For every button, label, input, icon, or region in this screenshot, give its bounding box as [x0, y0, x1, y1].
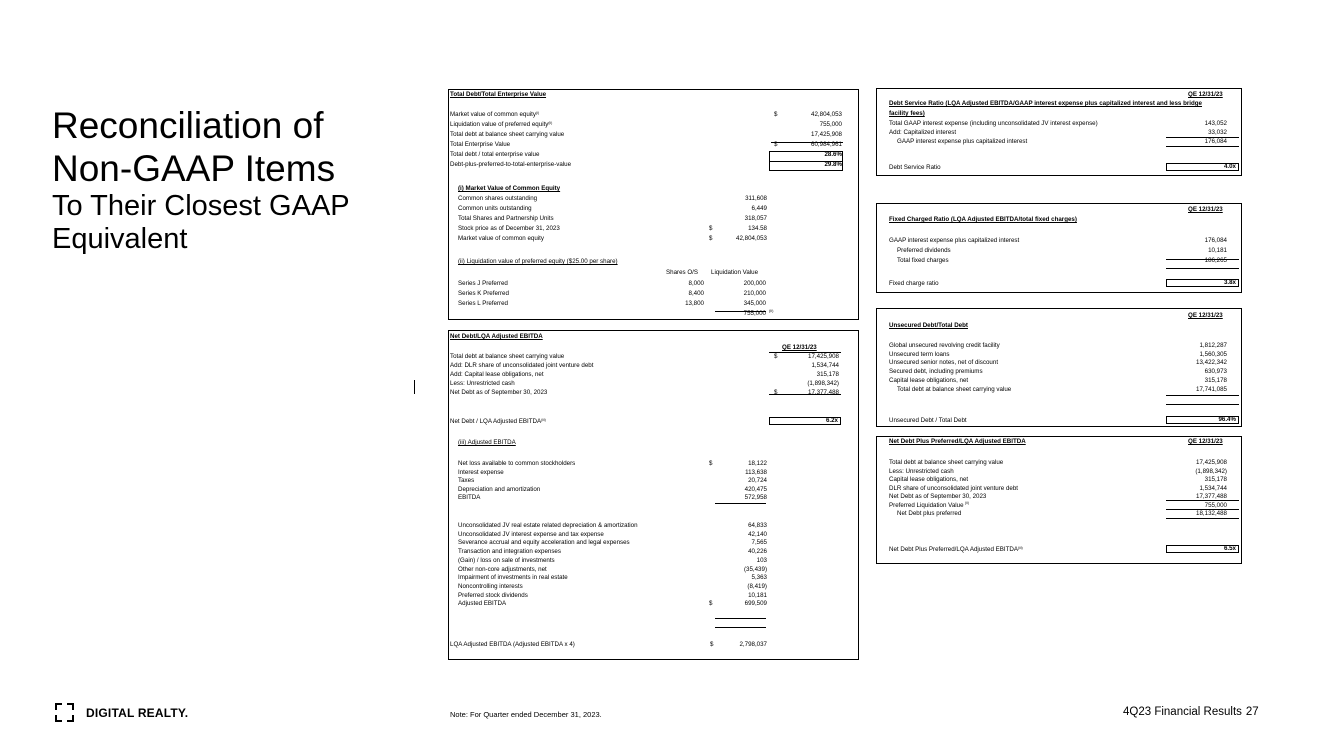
mv-row	[458, 206, 767, 214]
adjustment-row-label: Preferred stock dividends	[458, 591, 528, 599]
adjustment-row-value: (8,419)	[747, 582, 767, 590]
adjustment-row	[458, 575, 767, 583]
tev-heading: Total Debt/Total Enterprise Value	[450, 91, 547, 98]
mv-row-label: Common shares outstanding	[458, 195, 538, 202]
report-name: 4Q23 Financial Results	[1123, 706, 1242, 718]
dsr-row-label: GAAP interest expense plus capitalized interest	[897, 138, 1028, 145]
tev-row-value: 17,425,908	[811, 131, 842, 138]
dsr-row-label: Add: Capitalized interest	[889, 129, 957, 136]
nd-row-label: Add: DLR share of unconsolidated joint venture debt	[450, 362, 594, 369]
pref-col-shares: Shares O/S	[666, 269, 698, 276]
udebt-row-label: Capital lease obligations, net	[889, 376, 969, 384]
tev-row-value: 755,000	[819, 121, 842, 128]
pref-row-value: 210,000	[743, 290, 766, 297]
ebitda-row-value: 572,958	[744, 494, 767, 501]
dsr-heading-2: facility fees)	[889, 110, 925, 117]
nd-row-value: 17,377,488	[808, 389, 839, 396]
adjustment-row-value: (35,439)	[743, 565, 767, 573]
ndp-row-label: Preferred Liquidation Value	[889, 501, 964, 509]
ndp-ratio-label: Net Debt Plus Preferred/LQA Adjusted EBITDA$^{(iii)}$	[889, 546, 1023, 553]
dsr-row-value: 143,052	[1204, 120, 1227, 127]
udebt-row-value: 1,560,305	[1199, 350, 1227, 358]
nd-row-value: 1,534,744	[811, 362, 839, 369]
udebt-row	[889, 369, 1227, 377]
ebitda-row-dollar: $	[709, 460, 713, 467]
adjustment-row-value: 699,509	[744, 600, 767, 608]
rule-line	[1166, 395, 1239, 396]
nd-row-value: 17,425,908	[808, 353, 839, 360]
rule-line	[1166, 404, 1239, 405]
adjustment-row-value: 10,181	[748, 591, 767, 599]
ebitda-row-label: Depreciation and amortization	[458, 485, 541, 493]
nd-row-dollar: $	[774, 353, 778, 360]
pref-total-row	[449, 311, 766, 319]
fcr-row-label: GAAP interest expense plus capitalized interest	[889, 237, 1020, 244]
adjustment-row-value: 42,140	[748, 530, 767, 538]
tev-row-dollar: $	[774, 111, 778, 118]
debt-service-table	[876, 88, 1242, 176]
adjustment-row-dollar: $	[709, 600, 713, 608]
tev-row	[450, 112, 842, 120]
rule-line	[769, 394, 841, 395]
adjustment-row-label: Severance accrual and equity acceleration and legal expenses	[458, 539, 630, 547]
fcr-row-label: Total fixed charges	[897, 257, 949, 264]
pref-row	[458, 291, 766, 299]
pref-row-shares: 13,800	[685, 300, 704, 307]
nd-row	[450, 372, 839, 380]
rule-line	[1166, 137, 1239, 138]
fcr-row	[897, 248, 1227, 256]
adjustment-row	[458, 523, 767, 531]
adjustment-row-label: Adjusted EBITDA	[458, 600, 507, 608]
udebt-row-value: 1,812,287	[1199, 342, 1227, 349]
pref-row	[458, 301, 766, 309]
tev-row-label: Liquidation value of preferred equity$^{(ii)}$	[450, 121, 553, 128]
ndp-row-value: 1,534,744	[1199, 484, 1227, 492]
nd-row-label: Less: Unrestricted cash	[450, 380, 515, 387]
ebitda-row-label: Taxes	[458, 477, 475, 484]
pref-heading: (ii) Liquidation value of preferred equity ($25.00 per share)	[458, 258, 618, 265]
rule-line	[769, 161, 843, 162]
subtitle-line-1: To Their Closest GAAP	[52, 190, 350, 222]
ndp-row: Preferred Liquidation Value (ii) 755,000	[889, 500, 1227, 509]
tev-row-value: 60,984,961	[811, 141, 842, 148]
udebt-row-value: 13,422,342	[1196, 359, 1227, 367]
nd-row-label: Net Debt as of September 30, 2023	[450, 389, 548, 396]
pref-row	[458, 281, 766, 289]
title-line-2: Non-GAAP Items	[52, 148, 336, 189]
adjustment-row-label: Unconsolidated JV real estate related depreciation & amortization	[458, 522, 638, 529]
net-debt-plus-preferred-table	[876, 436, 1242, 564]
mv-row	[458, 226, 767, 234]
ndp-row-label: DLR share of unconsolidated joint venture debt	[889, 484, 1018, 492]
ebitda-row-value: 18,122	[748, 460, 767, 467]
udebt-row-label: Unsecured term loans	[889, 350, 950, 358]
ebitda-heading: (iii) Adjusted EBITDA	[458, 439, 516, 446]
fixed-charge-table	[876, 203, 1242, 293]
pref-row-label: Series L Preferred	[458, 300, 508, 307]
adjustment-row-label: Unconsolidated JV interest expense and tax expense	[458, 530, 604, 538]
udebt-row-label: Global unsecured revolving credit facility	[889, 342, 1000, 349]
ndp-col-header: QE 12/31/23	[1188, 438, 1223, 445]
ndp-row-value: 17,425,908	[1196, 459, 1227, 466]
fcr-row-value: 10,181	[1208, 247, 1227, 254]
tev-row	[450, 142, 842, 150]
rule-line	[1166, 500, 1239, 501]
tev-row-label: Market value of common equity$^{(i)}$	[450, 111, 540, 118]
mv-row-label: Stock price as of December 31, 2023	[458, 225, 560, 232]
pref-row-value: 200,000	[743, 280, 766, 287]
nd-row	[450, 363, 839, 371]
tev-row	[450, 122, 842, 130]
ndp-row	[889, 477, 1227, 485]
nd-row-value: 315,178	[816, 371, 839, 378]
tev-row-value: 29.8%	[824, 161, 842, 168]
ebitda-row	[458, 478, 767, 486]
fcr-col-header: QE 12/31/23	[1188, 206, 1223, 213]
adjustment-row-value: 64,833	[748, 522, 767, 529]
logo-mark-icon	[55, 703, 74, 722]
footer-right	[1123, 706, 1259, 718]
rule-line	[1166, 259, 1239, 260]
rule-line	[1166, 268, 1239, 269]
nd-row-value: (1,898,342)	[807, 380, 839, 387]
ndp-row-label: Net Debt plus preferred	[897, 510, 962, 517]
ndp-ratio-value: 6.5x	[1166, 545, 1239, 553]
udebt-row	[889, 378, 1227, 386]
mv-row	[458, 216, 767, 224]
ndp-row-value: (1,898,342)	[1195, 467, 1227, 475]
tev-row	[450, 132, 842, 140]
ndp-row-label: Less: Unrestricted cash	[889, 467, 954, 475]
nd-row-dollar: $	[774, 389, 778, 396]
dsr-row-label: Total GAAP interest expense (including unconsolidated JV interest expense)	[889, 120, 1098, 127]
lqa-value: 2,798,037	[739, 641, 767, 648]
nd-row	[450, 381, 839, 389]
ndp-row	[889, 460, 1227, 468]
nd-row-label: Add: Capital lease obligations, net	[450, 371, 544, 378]
dsr-row-value: 33,032	[1208, 129, 1227, 136]
slide-title	[52, 104, 412, 256]
mv-row-value: 318,057	[744, 215, 767, 222]
udebt-row-value: 630,973	[1204, 368, 1227, 376]
tev-row-label: Total Enterprise Value	[450, 141, 511, 148]
ebitda-row-value: 113,638	[745, 468, 767, 476]
udebt-row	[889, 343, 1227, 351]
udebt-row-label: Total debt at balance sheet carrying value	[897, 385, 1012, 393]
ndp-row-label: Net Debt as of September 30, 2023	[889, 493, 987, 500]
rule-line	[715, 618, 766, 619]
ebitda-row-label: EBITDA	[458, 494, 481, 501]
rule-line	[715, 503, 766, 504]
fcr-heading: Fixed Charged Ratio (LQA Adjusted EBITDA/total fixed charges)	[889, 216, 1077, 223]
pref-row-value: 345,000	[743, 300, 766, 307]
subtitle-line-2: Equivalent	[52, 223, 188, 255]
ebitda-row-value: 20,724	[748, 477, 767, 484]
ndp-row-label: Total debt at balance sheet carrying value	[889, 459, 1004, 466]
tev-row-label: Total debt / total enterprise value	[450, 151, 540, 158]
ebitda-row	[458, 487, 767, 495]
nd-heading: Net Debt/LQA Adjusted EBITDA	[450, 333, 543, 340]
digital-realty-logo	[55, 703, 188, 722]
pref-total-sup: (ii)	[769, 308, 774, 313]
tev-row-value: 42,804,053	[811, 111, 842, 118]
nd-row	[450, 354, 839, 362]
mv-row-value: 311,608	[745, 195, 767, 202]
mv-heading: (i) Market Value of Common Equity	[458, 185, 561, 192]
fcr-ratio-label: Fixed charge ratio	[889, 280, 939, 287]
adjustment-row	[458, 584, 767, 592]
nd-col-header: QE 12/31/23	[782, 344, 817, 351]
pref-row-label: Series J Preferred	[458, 280, 508, 287]
ndp-row-value: 17,377,488	[1196, 493, 1227, 500]
dsr-row	[889, 121, 1227, 129]
ndp-row-value: 755,000	[1204, 501, 1227, 509]
tev-table	[448, 89, 859, 320]
adjustment-row-value: 103	[756, 556, 767, 564]
page-number: 27	[1245, 706, 1259, 718]
tev-row-dollar: $	[774, 141, 778, 148]
rule-line	[1166, 146, 1239, 147]
adjustment-row	[458, 601, 767, 609]
udebt-row-value: 17,741,085	[1196, 385, 1227, 393]
dsr-ratio-value: 4.0x	[1166, 163, 1239, 171]
ndp-row-value: 18,132,488	[1196, 510, 1227, 517]
mv-row-value: 134.58	[748, 225, 767, 232]
text-cursor	[414, 380, 415, 394]
nd-ratio-label: Net Debt / LQA Adjusted EBITDA$^{(iii)}$	[450, 418, 546, 425]
ndp-heading: Net Debt Plus Preferred/LQA Adjusted EBITDA	[889, 438, 1026, 445]
lqa-row: LQA Adjusted EBITDA (Adjusted EBITDA x 4) $ 2,798,037	[450, 641, 767, 648]
mv-row	[458, 196, 767, 204]
mv-row-label: Total Shares and Partnership Units	[458, 215, 554, 222]
rule-line	[715, 627, 766, 628]
ebitda-row-value: 420,475	[744, 485, 767, 493]
mv-row	[458, 236, 767, 244]
mv-row-label: Common units outstanding	[458, 205, 532, 212]
ebitda-row	[458, 495, 767, 503]
ebitda-row-label: Interest expense	[458, 468, 504, 476]
udebt-row	[897, 387, 1227, 395]
footnote: Note: For Quarter ended December 31, 2023.	[450, 710, 602, 719]
adjustment-row-label: Other non-core adjustments, net	[458, 565, 547, 573]
adjustment-row-label: Transaction and integration expenses	[458, 548, 561, 556]
pref-row-shares: 8,000	[688, 280, 704, 287]
dsr-col-header: QE 12/31/23	[1188, 91, 1223, 98]
unsecured-debt-table	[876, 308, 1242, 427]
nd-row-label: Total debt at balance sheet carrying value	[450, 353, 565, 360]
dsr-heading-1: Debt Service Ratio (LQA Adjusted EBITDA/GAAP interest expense plus capitalized interest and less bridge	[889, 100, 1203, 107]
adjustment-row	[458, 558, 767, 566]
pref-row-label: Series K Preferred	[458, 290, 509, 297]
net-debt-table	[448, 330, 859, 660]
logo-text: DIGITAL REALTY.	[86, 705, 189, 720]
ud-col-header: QE 12/31/23	[1188, 312, 1223, 319]
pref-total-value: 755,000	[743, 310, 766, 317]
nd-ratio-value: 6.2x	[769, 417, 841, 425]
ebitda-row	[458, 470, 767, 478]
ud-ratio-value: 96.4%	[1166, 416, 1239, 424]
ud-heading: Unsecured Debt/Total Debt	[889, 322, 968, 329]
udebt-row-value: 315,178	[1204, 376, 1227, 384]
mv-row-dollar: $	[709, 235, 713, 242]
adjustment-row-value: 7,565	[751, 539, 767, 547]
pref-row-shares: 8,400	[688, 290, 704, 297]
dsr-row-value: 176,084	[1204, 138, 1227, 145]
mv-row-value: 42,804,053	[736, 235, 767, 242]
ndp-row-label: Capital lease obligations, net	[889, 476, 969, 483]
fcr-row-label: Preferred dividends	[897, 247, 951, 254]
pref-col-value: Liquidation Value	[711, 269, 759, 276]
ud-ratio-label: Unsecured Debt / Total Debt	[889, 417, 967, 424]
fcr-ratio-value: 3.8x	[1166, 279, 1239, 287]
mv-row-dollar: $	[709, 225, 713, 232]
adjustment-row-label: (Gain) / loss on sale of investments	[458, 556, 555, 564]
ndp-row-value: 315,178	[1204, 476, 1227, 483]
adjustment-row-value: 40,226	[748, 548, 767, 556]
ebitda-row	[458, 461, 767, 469]
dsr-ratio-label: Debt Service Ratio	[889, 164, 941, 171]
udebt-row-label: Secured debt, including premiums	[889, 368, 983, 376]
adjustment-row	[458, 549, 767, 557]
adjustment-row-label: Impairment of investments in real estate	[458, 574, 568, 582]
tev-row-value: 28.6%	[824, 151, 842, 158]
mv-row-label: Market value of common equity	[458, 235, 544, 242]
fcr-row-value: 186,265	[1204, 257, 1227, 264]
fcr-row	[889, 238, 1227, 246]
udebt-row-label: Unsecured senior notes, net of discount	[889, 359, 999, 367]
tev-row-label: Total debt at balance sheet carrying value	[450, 131, 565, 138]
rule-line	[769, 352, 841, 353]
ebitda-row-label: Net loss available to common stockholders	[458, 460, 576, 467]
rule-line	[771, 142, 843, 143]
rule-line	[1166, 518, 1239, 519]
fcr-row-value: 176,084	[1204, 237, 1227, 244]
adjustment-row-value: 5,363	[751, 574, 767, 582]
rule-line	[1166, 509, 1239, 510]
adjustment-row-label: Noncontrolling interests	[458, 582, 523, 590]
title-line-1: Reconciliation of	[52, 105, 324, 146]
mv-row-value: 6,449	[751, 205, 767, 212]
tev-row-label: Debt-plus-preferred-to-total-enterprise-value	[450, 161, 572, 168]
